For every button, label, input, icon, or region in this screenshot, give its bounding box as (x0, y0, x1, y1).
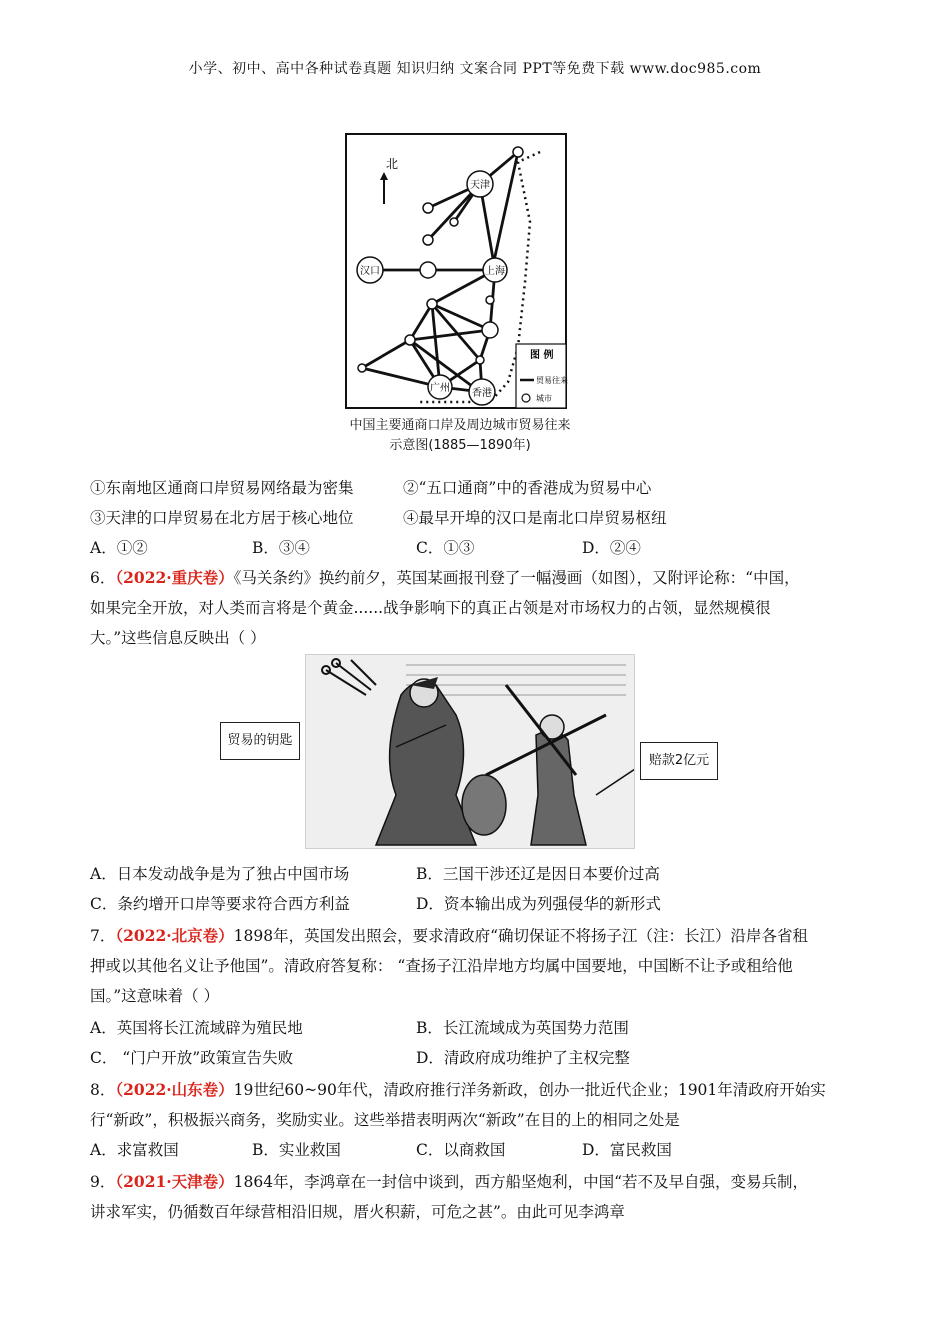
north-label: 北 (386, 157, 399, 171)
q6-choice-c: C．条约增开口岸等要求符合西方利益 (90, 895, 350, 913)
legend-city-label: 城市 (536, 394, 552, 403)
q6-choice-a: A．日本发动战争是为了独占中国市场 (90, 865, 350, 883)
q9-stem-line1: 9．（2021·天津卷）1864年，李鸿章在一封信中谈到，西方船坚炮利，中国“若不及早自强，变易兵制， (90, 1172, 809, 1191)
legend-title: 图 例 (530, 350, 554, 361)
figure1-caption-line2: 示意图(1885—1890年) (389, 438, 531, 453)
q6-stem-line2: 如果完全开放，对人类而言将是个黄金......战争影响下的真正占领是对市场权力的占领，显然规模很 (90, 599, 771, 617)
cartoon-callout-trade-key: 贸易的钥匙 (220, 722, 300, 760)
q9-stem-line2: 讲求军实，仍循数百年绿营相沿旧规，厝火积薪，可危之甚”。由此可见李鸿章 (90, 1203, 625, 1221)
figure1-caption (300, 416, 620, 456)
q5-choice-c: C．①③ (416, 539, 475, 557)
q6-choice-b: B．三国干涉还辽是因日本要价过高 (416, 865, 660, 883)
page-header: 小学、初中、高中各种试卷真题 知识归纳 文案合同 PPT等免费下载 www.doc985.com (188, 61, 762, 77)
city-guangzhou: 广州 (430, 383, 450, 394)
q8-source: （2022·山东卷） (115, 1080, 234, 1099)
q7-choice-a: A．英国将长江流域辟为殖民地 (90, 1019, 303, 1037)
q5-option-3: ③天津的口岸贸易在北方居于核心地位 (90, 509, 354, 527)
q8-stem-line1: 8．（2022·山东卷）19世纪60~90年代，清政府推行洋务新政，创办一批近代企业；1901年清政府开始实 (90, 1080, 826, 1099)
q9-source: （2021·天津卷） (115, 1172, 234, 1191)
q5-choice-a: A．①② (90, 539, 148, 557)
figure1-caption-line1: 中国主要通商口岸及周边城市贸易往来 (349, 418, 571, 433)
legend-city-icon (522, 394, 530, 402)
q5-option-4: ④最早开埠的汉口是南北口岸贸易枢纽 (403, 509, 667, 527)
q8-choice-b: B．实业救国 (252, 1141, 341, 1159)
q6-stem-line1: 6．（2022·重庆卷）《马关条约》换约前夕，英国某画报刊登了一幅漫画（如图），又附评论称：“中国， (90, 568, 800, 587)
q8-choice-c: C．以商救国 (416, 1141, 506, 1159)
q7-stem-line3: 国。”这意味着（ ） (90, 987, 220, 1005)
city-hongkong: 香港 (472, 388, 492, 399)
legend-trade-label: 贸易往来 (536, 376, 568, 385)
city-hankou: 汉口 (360, 266, 380, 277)
city-shanghai: 上海 (485, 266, 505, 277)
q7-source: （2022·北京卷） (115, 926, 234, 945)
q8-stem-line2: 行“新政”，积极振兴商务，奖励实业。这些举措表明两次“新政”在目的上的相同之处是 (90, 1111, 680, 1129)
q5-option-2: ②“五口通商”中的香港成为贸易中心 (403, 479, 652, 497)
cartoon-figure (305, 654, 635, 849)
q5-choice-b: B．③④ (252, 539, 310, 557)
trade-map-figure (340, 132, 572, 414)
q5-choice-d: D．②④ (582, 539, 641, 557)
city-tianjin: 天津 (470, 180, 490, 191)
q7-stem-line1: 7．（2022·北京卷）1898年，英国发出照会，要求清政府“确切保证不将扬子江（注：长江）沿岸各省租 (90, 926, 809, 945)
q8-choice-d: D．富民救国 (582, 1141, 672, 1159)
q7-choice-b: B．长江流域成为英国势力范围 (416, 1019, 629, 1037)
q7-stem-line2: 押或以其他名义让予他国”。清政府答复称： “查扬子江沿岸地方均属中国要地，中国断不让予或租给他 (90, 957, 793, 975)
q5-option-1: ①东南地区通商口岸贸易网络最为密集 (90, 479, 354, 497)
q7-choice-c: C． “门户开放”政策宣告失败 (90, 1049, 294, 1067)
q7-choice-d: D．清政府成功维护了主权完整 (416, 1049, 630, 1067)
q6-choice-d: D．资本输出成为列强侵华的新形式 (416, 895, 661, 913)
q6-source: （2022·重庆卷） (115, 568, 234, 587)
cartoon-illustration (306, 655, 634, 848)
q6-stem-line3: 大。”这些信息反映出（ ） (90, 629, 266, 647)
q8-choice-a: A．求富救国 (90, 1141, 179, 1159)
cartoon-callout-indemnity: 赔款2亿元 (640, 742, 718, 780)
